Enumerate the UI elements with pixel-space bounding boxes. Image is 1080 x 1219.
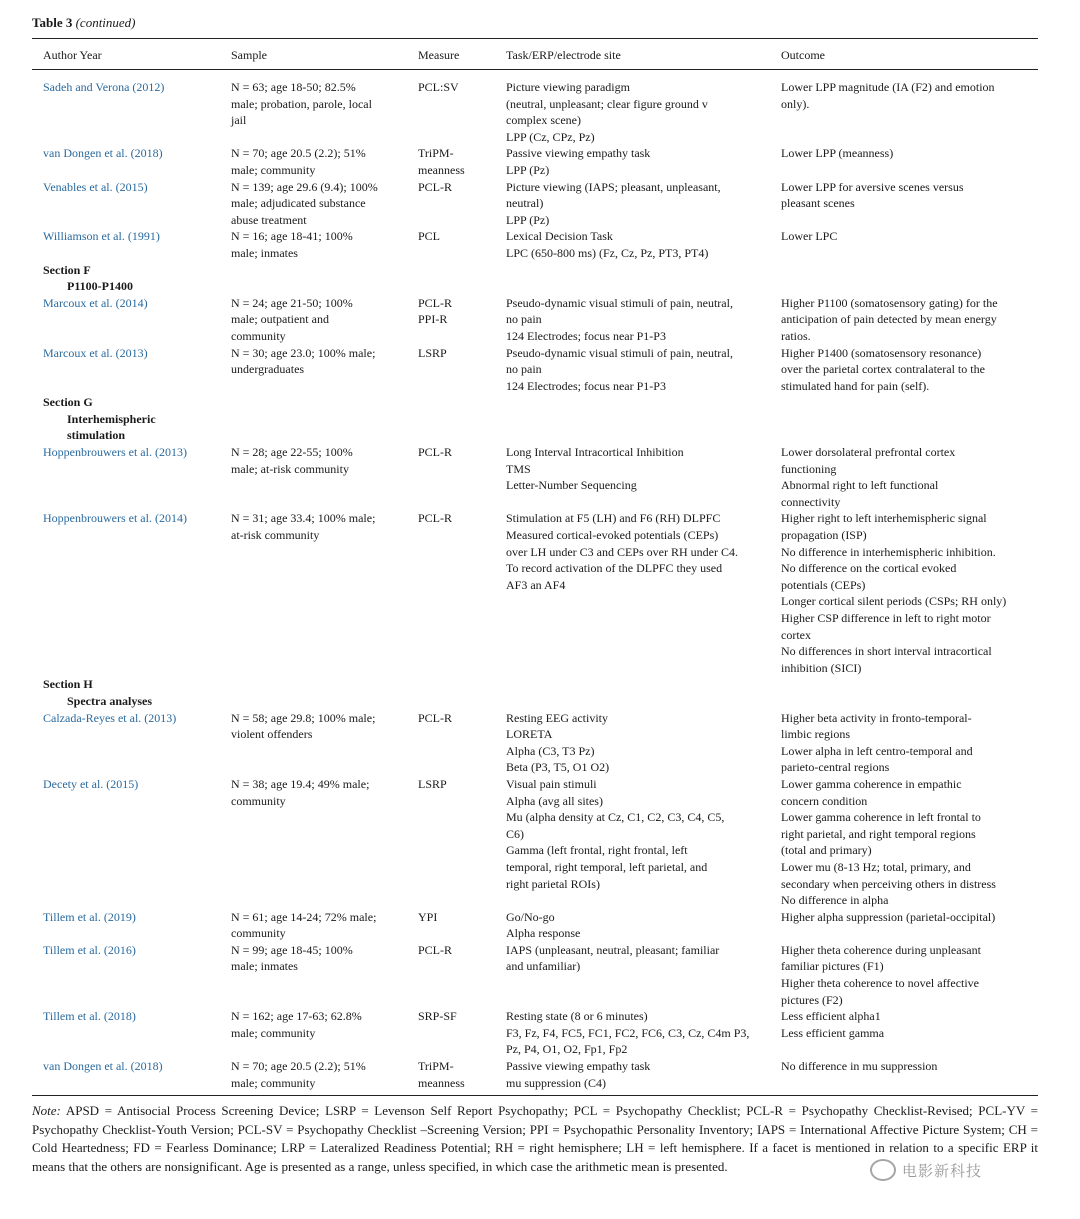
sample-line: male; probation, parole, local [231,96,372,111]
measure-line: PCL [418,229,441,244]
author-link[interactable]: Hoppenbrouwers et al. (2013) [43,445,187,460]
author-cell [32,710,220,776]
watermark [870,1157,1040,1183]
sample-line: N = 162; age 17-63; 62.8% [231,1009,362,1024]
measure-line: meanness [418,162,465,177]
table-row [32,1008,1038,1058]
outcome-line: Higher beta activity in fronto-temporal- [781,710,972,725]
table-row [32,1058,1038,1091]
table-row [32,179,1038,229]
outcome-line: propagation (ISP) [781,528,867,543]
sample-line: N = 24; age 21-50; 100% [231,295,353,310]
task-line: AF3 an AF4 [506,577,566,592]
sample-line: male; inmates [231,245,298,260]
measure-line: TriPM- [418,146,454,161]
sample-line: N = 99; age 18-45; 100% [231,942,353,957]
task-line: no pain [506,362,542,377]
measure-cell [407,909,495,942]
outcome-line: right parietal, and right temporal regions [781,826,976,841]
task-line: complex scene) [506,113,581,128]
outcome-line: Higher theta coherence during unpleasant [781,942,981,957]
sample-line: community [231,328,286,343]
task-line: and unfamiliar) [506,959,581,974]
table-caption-suffix: (continued) [75,15,136,30]
sample-cell [220,295,407,345]
outcome-line: pleasant scenes [781,196,855,211]
table-page [32,14,1038,1176]
task-line: Pseudo-dynamic visual stimuli of pain, neutral, [506,345,733,360]
task-line: 124 Electrodes; focus near P1-P3 [506,378,666,393]
outcome-line: Abnormal right to left functional [781,478,939,493]
author-link[interactable]: Marcoux et al. (2014) [43,295,148,310]
outcome-line: over the parietal cortex contralateral to the [781,362,985,377]
measure-cell [407,776,495,909]
sample-line: male; inmates [231,959,298,974]
table-row [32,345,1038,395]
author-cell [32,1058,220,1091]
measure-cell [407,179,495,229]
sample-line: male; community [231,162,316,177]
sample-line: violent offenders [231,727,313,742]
table-row [32,776,1038,909]
author-cell [32,444,220,510]
column-header: Task/ERP/electrode site [495,39,770,70]
column-header: Outcome [770,39,1038,70]
sample-line: N = 30; age 23.0; 100% male; [231,345,376,360]
column-header: Sample [220,39,407,70]
sample-cell [220,942,407,1008]
task-line: To record activation of the DLPFC they used [506,561,723,576]
author-cell [32,228,220,261]
task-line: Picture viewing paradigm [506,80,630,94]
measure-cell [407,228,495,261]
task-line: Measured cortical-evoked potentials (CEPs) [506,528,719,543]
measure-cell [407,295,495,345]
task-line: Picture viewing (IAPS; pleasant, unpleasant, [506,179,721,194]
sample-line: at-risk community [231,528,320,543]
sample-line: male; adjudicated substance [231,196,366,211]
task-line: IAPS (unpleasant, neutral, pleasant; familiar [506,942,720,957]
measure-cell [407,70,495,146]
sample-line: undergraduates [231,362,305,377]
sample-line: N = 28; age 22-55; 100% [231,445,353,460]
measure-line: PCL-R [418,710,453,725]
sample-line: abuse treatment [231,212,307,227]
task-line: 124 Electrodes; focus near P1-P3 [506,328,666,343]
table-caption-label: Table 3 [32,15,73,30]
author-cell [32,70,220,146]
task-cell [495,179,770,229]
task-line: Lexical Decision Task [506,229,613,244]
task-line: LPP (Pz) [506,162,550,177]
outcome-line: familiar pictures (F1) [781,959,884,974]
sample-cell [220,776,407,909]
sample-line: male; at-risk community [231,461,349,476]
data-table [32,39,1038,1091]
task-line: LPP (Cz, CPz, Pz) [506,129,595,144]
task-line: Resting state (8 or 6 minutes) [506,1009,648,1024]
author-cell [32,776,220,909]
table-caption [32,14,1038,34]
author-cell [32,295,220,345]
outcome-cell [770,444,1038,510]
column-header: Author Year [32,39,220,70]
outcome-line: Lower LPP (meanness) [781,146,894,161]
outcome-cell [770,710,1038,776]
task-cell [495,710,770,776]
table-body [32,70,1038,1092]
measure-line: SRP-SF [418,1009,457,1024]
task-cell [495,909,770,942]
task-line: C6) [506,826,524,841]
task-line: LPC (650-800 ms) (Fz, Cz, Pz, PT3, PT4) [506,245,709,260]
task-cell [495,1058,770,1091]
outcome-line: Higher right to left interhemispheric signal [781,511,987,526]
outcome-cell [770,942,1038,1008]
sample-cell [220,510,407,676]
author-link[interactable]: Sadeh and Verona (2012) [43,80,165,94]
measure-cell [407,444,495,510]
sample-cell [220,1008,407,1058]
sample-line: N = 38; age 19.4; 49% male; [231,776,370,791]
outcome-line: (total and primary) [781,843,872,858]
outcome-line: No difference in alpha [781,893,889,908]
sample-cell [220,70,407,146]
task-line: Stimulation at F5 (LH) and F6 (RH) DLPFC [506,511,721,526]
outcome-cell [770,70,1038,146]
measure-line: PCL-R [418,445,453,460]
task-line: TMS [506,461,531,476]
sample-cell [220,1058,407,1091]
outcome-line: only). [781,96,810,111]
measure-line: PCL-R [418,179,453,194]
outcome-line: Less efficient gamma [781,1025,885,1040]
task-line: Pseudo-dynamic visual stimuli of pain, neutral, [506,295,733,310]
outcome-line: Higher CSP difference in left to right motor [781,611,991,625]
header-row [32,39,1038,70]
sample-line: N = 58; age 29.8; 100% male; [231,710,376,725]
task-cell [495,145,770,178]
measure-cell [407,510,495,676]
outcome-line: concern condition [781,793,868,808]
outcome-line: Higher P1100 (somatosensory gating) for the [781,295,998,310]
outcome-line: Lower LPC [781,229,838,244]
task-line: over LH under C3 and CEPs over RH under C4. [506,544,738,559]
task-line: Alpha response [506,926,581,941]
task-cell [495,228,770,261]
sample-cell [220,145,407,178]
sample-cell [220,444,407,510]
outcome-line: connectivity [781,494,841,509]
task-cell [495,444,770,510]
outcome-cell [770,909,1038,942]
table-row [32,909,1038,942]
task-line: temporal, right temporal, left parietal, and [506,859,708,874]
section-title: Section F [43,262,91,277]
outcome-line: potentials (CEPs) [781,577,866,592]
bottom-rule [32,1095,1038,1096]
outcome-line: limbic regions [781,727,850,742]
table-row [32,942,1038,1008]
outcome-cell [770,510,1038,676]
task-line: mu suppression (C4) [506,1075,606,1090]
task-cell [495,70,770,146]
measure-line: TriPM- [418,1059,454,1074]
outcome-cell [770,228,1038,261]
author-link[interactable]: Venables et al. (2015) [43,179,148,194]
outcome-cell [770,1058,1038,1091]
author-link[interactable]: Hoppenbrouwers et al. (2014) [43,511,187,526]
outcome-line: cortex [781,627,811,642]
sample-line: N = 61; age 14-24; 72% male; [231,909,377,924]
outcome-line: Lower dorsolateral prefrontal cortex [781,445,956,460]
sample-cell [220,228,407,261]
measure-cell [407,1008,495,1058]
author-link[interactable]: Decety et al. (2015) [43,776,139,791]
task-line: no pain [506,312,542,327]
author-link[interactable]: Marcoux et al. (2013) [43,345,148,360]
sample-cell [220,179,407,229]
task-cell [495,942,770,1008]
note-label: Note: [32,1103,61,1119]
task-line: Go/No-go [506,909,555,924]
outcome-line: Higher theta coherence to novel affective [781,976,980,991]
measure-line: PCL:SV [418,80,459,94]
section-row [32,676,1038,709]
table-row [32,145,1038,178]
section-cell [32,394,1038,444]
outcome-cell [770,145,1038,178]
task-cell [495,510,770,676]
table-row [32,228,1038,261]
task-line: neutral) [506,196,544,211]
column-header: Measure [407,39,495,70]
task-line: F3, Fz, F4, FC5, FC1, FC2, FC6, C3, Cz, C4m P3, [506,1025,750,1040]
author-cell [32,1008,220,1058]
outcome-line: anticipation of pain detected by mean energy [781,312,997,327]
outcome-line: parieto-central regions [781,760,890,775]
outcome-line: ratios. [781,328,811,343]
task-line: LORETA [506,727,553,742]
task-line: Passive viewing empathy task [506,1059,651,1074]
sample-line: jail [231,113,247,128]
section-subtitle: P1100-P1400 [67,279,133,294]
table-row [32,710,1038,776]
measure-cell [407,1058,495,1091]
measure-line: PCL-R [418,942,453,957]
author-link[interactable]: van Dongen et al. (2018) [43,1059,163,1074]
author-cell [32,179,220,229]
author-link[interactable]: Tillem et al. (2016) [43,942,136,957]
author-cell [32,942,220,1008]
section-title: Section H [43,677,93,692]
sample-line: N = 63; age 18-50; 82.5% [231,80,356,94]
task-cell [495,295,770,345]
section-cell [32,262,1038,295]
outcome-cell [770,295,1038,345]
author-cell [32,909,220,942]
sample-cell [220,909,407,942]
section-row [32,394,1038,444]
outcome-line: Longer cortical silent periods (CSPs; RH only) [781,594,1007,609]
author-cell [32,510,220,676]
outcome-line: Lower mu (8-13 Hz; total, primary, and [781,859,971,874]
outcome-line: No difference in mu suppression [781,1059,938,1074]
task-cell [495,1008,770,1058]
sample-line: N = 139; age 29.6 (9.4); 100% [231,179,378,194]
task-line: Letter-Number Sequencing [506,478,637,493]
outcome-line: Higher alpha suppression (parietal-occipital) [781,909,996,924]
task-cell [495,776,770,909]
sample-line: N = 16; age 18-41; 100% [231,229,353,244]
section-subtitle: Spectra analyses [67,693,152,708]
sample-line: male; outpatient and [231,312,329,327]
measure-cell [407,710,495,776]
outcome-cell [770,179,1038,229]
author-cell [32,345,220,395]
sample-cell [220,710,407,776]
measure-cell [407,145,495,178]
sample-line: N = 70; age 20.5 (2.2); 51% [231,1059,366,1074]
sample-line: male; community [231,1025,316,1040]
task-line: Pz, P4, O1, O2, Fp1, Fp2 [506,1042,628,1057]
section-title: Section G [43,395,93,410]
task-line: Visual pain stimuli [506,776,597,791]
sample-line: N = 31; age 33.4; 100% male; [231,511,376,526]
task-line: Long Interval Intracortical Inhibition [506,445,684,460]
measure-line: LSRP [418,345,447,360]
author-link[interactable]: van Dongen et al. (2018) [43,146,163,161]
author-cell [32,145,220,178]
wechat-icon [870,1159,896,1181]
task-line: Alpha (avg all sites) [506,793,603,808]
outcome-line: Lower LPP magnitude (IA (F2) and emotion [781,80,995,94]
task-line: Mu (alpha density at Cz, C1, C2, C3, C4, C5, [506,810,725,825]
outcome-line: stimulated hand for pain (self). [781,378,930,393]
task-line: Passive viewing empathy task [506,146,651,161]
task-line: Resting EEG activity [506,710,608,725]
task-line: (neutral, unpleasant; clear figure ground v [506,96,708,111]
task-line: right parietal ROIs) [506,876,600,891]
sample-line: male; community [231,1075,316,1090]
author-link[interactable]: Williamson et al. (1991) [43,229,160,244]
section-cell [32,676,1038,709]
table-row [32,295,1038,345]
task-line: Alpha (C3, T3 Pz) [506,743,595,758]
author-link[interactable]: Tillem et al. (2018) [43,1009,136,1024]
table-row [32,510,1038,676]
task-cell [495,345,770,395]
measure-line: YPI [418,909,438,924]
task-line: LPP (Pz) [506,212,550,227]
outcome-line: Lower gamma coherence in empathic [781,776,962,791]
section-subtitle: stimulation [67,428,126,443]
measure-cell [407,345,495,395]
sample-line: community [231,926,286,941]
outcome-cell [770,776,1038,909]
outcome-line: functioning [781,461,837,476]
outcome-line: Higher P1400 (somatosensory resonance) [781,345,982,360]
measure-line: LSRP [418,776,447,791]
section-row [32,262,1038,295]
task-line: Gamma (left frontal, right frontal, left [506,843,688,858]
outcome-line: Less efficient alpha1 [781,1009,881,1024]
outcome-line: Lower alpha in left centro-temporal and [781,743,973,758]
outcome-line: secondary when perceiving others in distress [781,876,996,891]
section-subtitle: Interhemispheric [67,411,156,426]
outcome-line: pictures (F2) [781,992,843,1007]
outcome-line: No difference on the cortical evoked [781,561,957,576]
sample-cell [220,345,407,395]
table-row [32,70,1038,146]
measure-line: meanness [418,1075,465,1090]
note-text: APSD = Antisocial Process Screening Device; LSRP = Levenson Self Report Psychopathy; PCL = Psychopathy Checklist; PCL-R = Psychopathy Checklist-Revised; PCL-YV = Psychopathy Checklist-Youth Version; PCL-SV = Psychopathy Checklist –Screening Version; PPI = Psychopathic Personality Inventory; IAPS = International Affective Picture System; CH = Cold Heartedness; FD = Fearless Dominance; LRP = Lateralized Readiness Potential; RH = right hemisphere; LH = left hemisphere. If a facet is mentioned in relation to a specific ERP it means that the others are nonsignificant. Age is presented as a range, unless specified, in which case the arithmetic mean is presented. [32,1103,1038,1174]
sample-line: N = 70; age 20.5 (2.2); 51% [231,146,366,161]
watermark-text: 电影新科技 [902,1161,983,1180]
outcome-line: No difference in interhemispheric inhibition. [781,544,996,559]
outcome-cell [770,1008,1038,1058]
outcome-line: Lower LPP for aversive scenes versus [781,179,964,194]
outcome-cell [770,345,1038,395]
author-link[interactable]: Calzada-Reyes et al. (2013) [43,710,177,725]
measure-cell [407,942,495,1008]
measure-line: PCL-R [418,511,453,526]
sample-line: community [231,793,286,808]
outcome-line: No differences in short interval intracortical [781,644,992,659]
measure-line: PPI-R [418,312,448,327]
measure-line: PCL-R [418,295,453,310]
author-link[interactable]: Tillem et al. (2019) [43,909,136,924]
outcome-line: Lower gamma coherence in left frontal to [781,810,981,825]
outcome-line: inhibition (SICI) [781,660,862,675]
task-line: Beta (P3, T5, O1 O2) [506,760,610,775]
table-row [32,444,1038,510]
